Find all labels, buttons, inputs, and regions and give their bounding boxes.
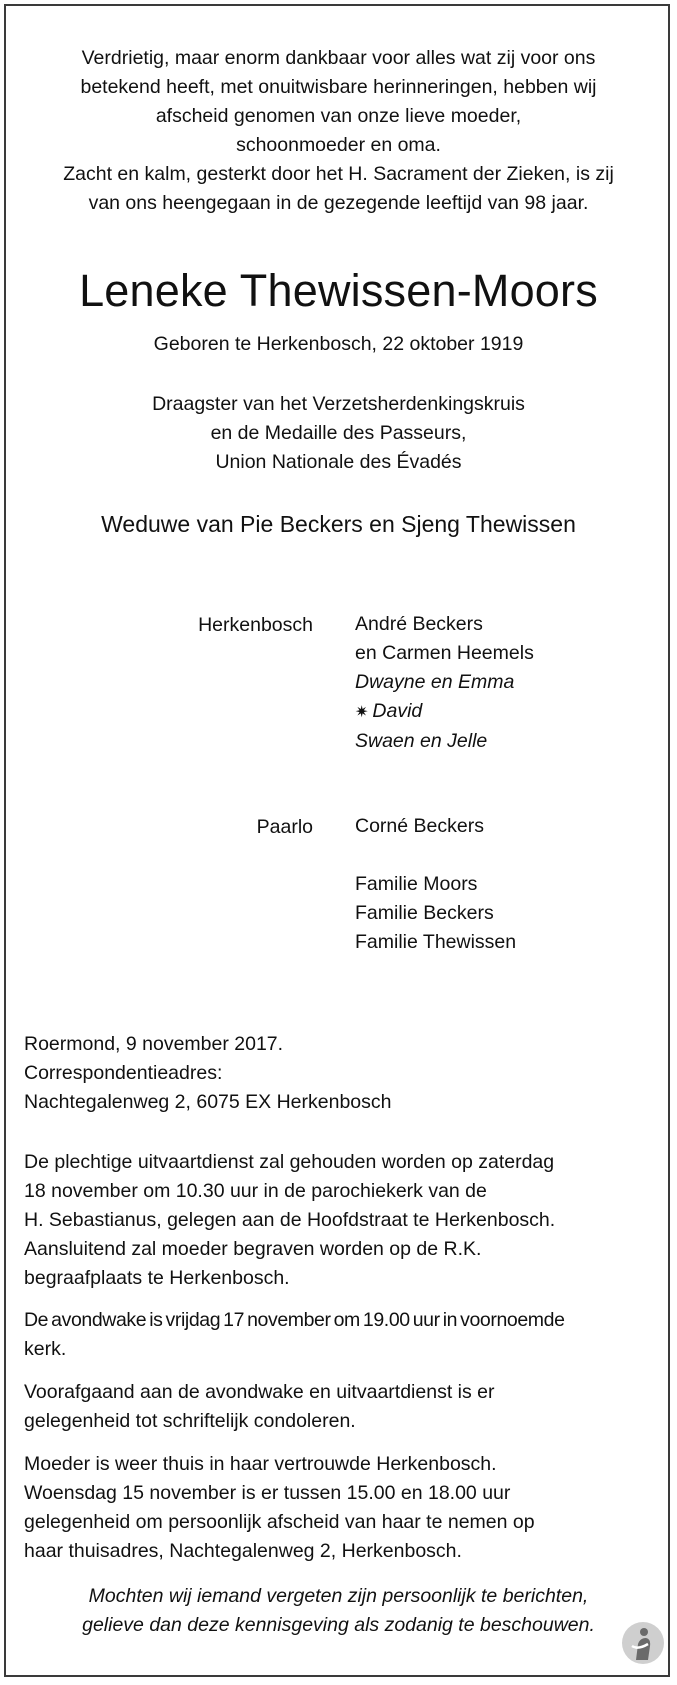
- family-group-paarlo: [355, 812, 484, 841]
- family-place-herkenbosch: Herkenbosch: [198, 614, 313, 636]
- correspondence-line: Roermond, 9 november 2017.: [24, 1033, 284, 1055]
- intro-line: schoonmoeder en oma.: [236, 134, 441, 156]
- service-line: 18 november om 10.30 uur in de parochiekerk van de: [24, 1180, 487, 1202]
- vigil-paragraph: [24, 1306, 664, 1364]
- family-place-paarlo: Paarlo: [256, 816, 313, 838]
- visit-paragraph: [24, 1450, 664, 1566]
- condolence-line: gelegenheid tot schriftelijk condoleren.: [24, 1410, 356, 1432]
- visit-line: gelegenheid om persoonlijk afscheid van haar te nemen op: [24, 1511, 535, 1533]
- family-others: [355, 870, 516, 957]
- family-member: André Beckers: [355, 613, 483, 635]
- service-line: De plechtige uitvaartdienst zal gehouden worden op zaterdag: [24, 1151, 555, 1173]
- intro-line: van ons heengegaan in de gezegende leeftijd van 98 jaar.: [88, 192, 589, 214]
- grandchildren: Dwayne en Emma: [355, 671, 515, 693]
- visit-line: Moeder is weer thuis in haar vertrouwde Herkenbosch.: [24, 1453, 497, 1475]
- grandchildren: Swaen en Jelle: [355, 730, 488, 752]
- service-line: H. Sebastianus, gelegen aan de Hoofdstraat te Herkenbosch.: [24, 1209, 556, 1231]
- family-member: en Carmen Heemels: [355, 642, 534, 664]
- family-member: Corné Beckers: [355, 815, 484, 837]
- condolence-line: Voorafgaand aan de avondwake en uitvaartdienst is er: [24, 1381, 495, 1403]
- grandchild-deceased: [355, 697, 534, 727]
- widow-line: Weduwe van Pie Beckers en Sjeng Thewissen: [101, 511, 576, 537]
- correspondence-line: Correspondentieadres:: [24, 1062, 223, 1084]
- grandchild-name: David: [372, 700, 423, 722]
- birth-info: Geboren te Herkenbosch, 22 oktober 1919: [153, 333, 524, 355]
- star-icon: ✷: [355, 704, 369, 721]
- family-line: Familie Thewissen: [355, 931, 517, 953]
- service-line: Aansluitend zal moeder begraven worden op de R.K.: [24, 1238, 482, 1260]
- correspondence-line: Nachtegalenweg 2, 6075 EX Herkenbosch: [24, 1091, 392, 1113]
- honors-line: Draagster van het Verzetsherdenkingskruis: [152, 393, 525, 415]
- closing-line: Mochten wij iemand vergeten zijn persoonlijk te berichten,: [88, 1585, 589, 1607]
- intro-line: Zacht en kalm, gesterkt door het H. Sacrament der Zieken, is zij: [63, 163, 614, 185]
- service-line: begraafplaats te Herkenbosch.: [24, 1267, 290, 1289]
- visit-line: haar thuisadres, Nachtegalenweg 2, Herkenbosch.: [24, 1540, 462, 1562]
- honors-line: Union Nationale des Évadés: [215, 451, 462, 473]
- closing-line: gelieve dan deze kennisgeving als zodanig te beschouwen.: [82, 1614, 595, 1636]
- service-paragraph: [24, 1148, 664, 1293]
- vigil-line: De avondwake is vrijdag 17 november om 19.00 uur in voornoemde: [24, 1309, 565, 1331]
- family-line: Familie Beckers: [355, 902, 494, 924]
- visit-line: Woensdag 15 november is er tussen 15.00 en 18.00 uur: [24, 1482, 511, 1504]
- vigil-line: kerk.: [24, 1338, 67, 1360]
- condolence-paragraph: [24, 1378, 664, 1436]
- family-group-herkenbosch: [355, 610, 534, 756]
- intro-line: Verdrietig, maar enorm dankbaar voor alles wat zij voor ons: [81, 47, 596, 69]
- intro-text: [0, 44, 677, 218]
- honors-text: [0, 390, 677, 477]
- correspondence-block: [24, 1030, 664, 1117]
- family-line: Familie Moors: [355, 873, 478, 895]
- honors-line: en de Medaille des Passeurs,: [210, 422, 467, 444]
- closing-text: [0, 1582, 677, 1640]
- intro-line: afscheid genomen van onze lieve moeder,: [155, 105, 522, 127]
- intro-line: betekend heeft, met onuitwisbare herinneringen, hebben wij: [80, 76, 597, 98]
- deceased-name: Leneke Thewissen-Moors: [79, 265, 598, 316]
- memorial-logo-icon: [620, 1620, 666, 1666]
